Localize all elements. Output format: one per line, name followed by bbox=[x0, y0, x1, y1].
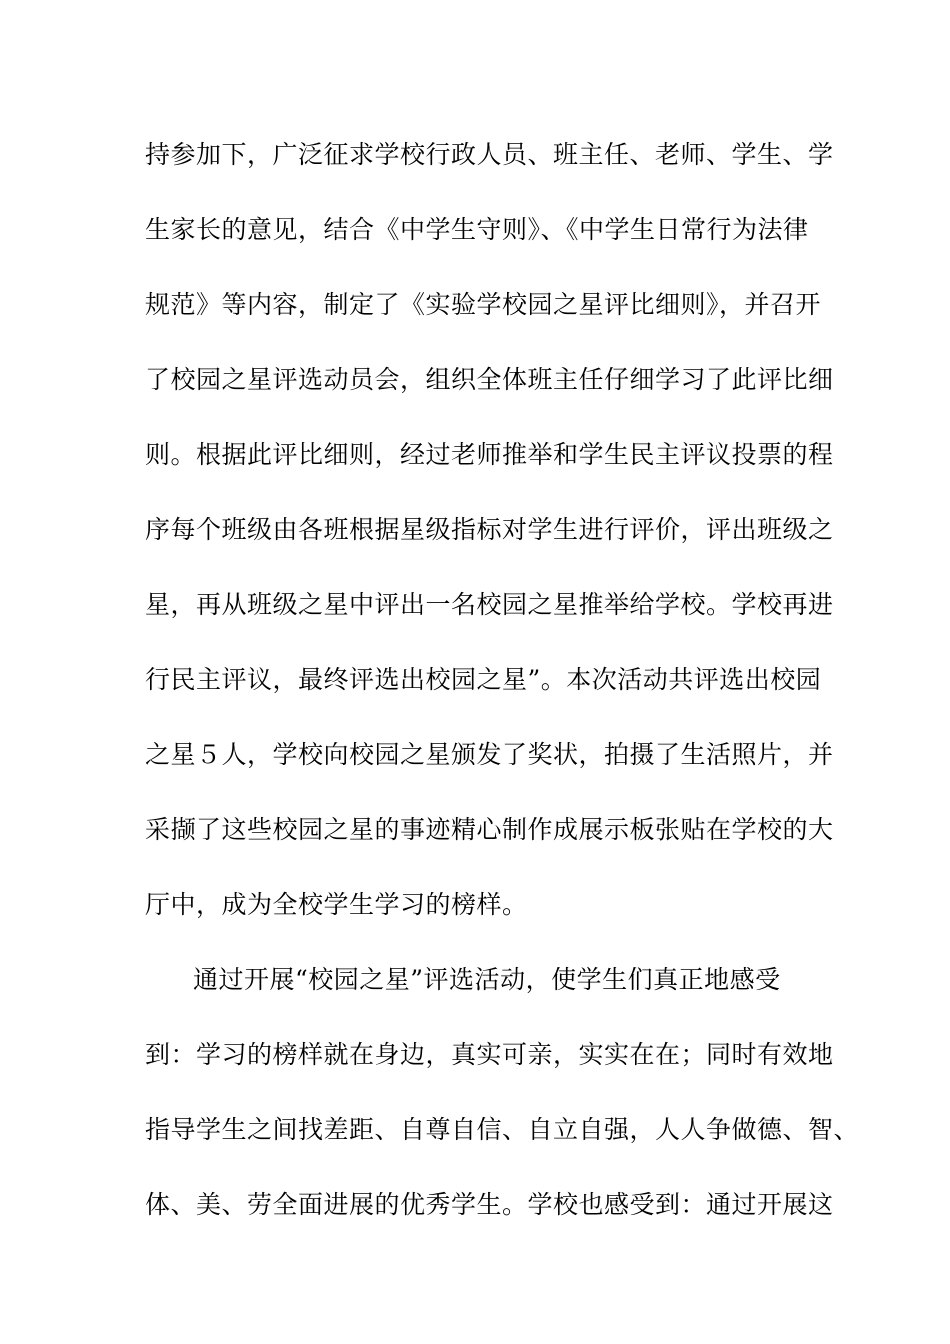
text-line: 规范》等内容，制定了《实验学校园之星评比细则》，并召开 bbox=[145, 290, 822, 319]
text-line: 了校园之星评选动员会，组织全体班主任仔细学习了此评比细 bbox=[145, 365, 834, 394]
text-line: 生家长的意见，结合《中学生守则》、《中学生日常行为法律 bbox=[145, 215, 809, 244]
text-line: 则。根据此评比细则，经过老师推举和学生民主评议投票的程 bbox=[145, 440, 834, 469]
text-line: 体、美、劳全面进展的优秀学生。学校也感受到：通过开展这 bbox=[145, 1190, 834, 1219]
text-line: 到：学习的榜样就在身边，真实可亲，实实在在；同时有效地 bbox=[145, 1040, 834, 1069]
text-line: 之星５人，学校向校园之星颁发了奖状，拍摄了生活照片，并 bbox=[145, 740, 834, 769]
text-line: 持参加下，广泛征求学校行政人员、班主任、老师、学生、学 bbox=[145, 140, 834, 169]
text-line: 序每个班级由各班根据星级指标对学生进行评价，评出班级之 bbox=[145, 515, 834, 544]
text-line: 星，再从班级之星中评出一名校园之星推举给学校。学校再进 bbox=[145, 590, 834, 619]
text-line: 厅中，成为全校学生学习的榜样。 bbox=[145, 890, 528, 919]
document-body bbox=[145, 127, 860, 1252]
text-line: 指导学生之间找差距、自尊自信、自立自强，人人争做德、智、 bbox=[145, 1115, 860, 1144]
paragraph-first-line: 通过开展“校园之星”评选活动，使学生们真正地感受 bbox=[193, 965, 781, 994]
text-line: 行民主评议，最终评选出校园之星”。本次活动共评选出校园 bbox=[145, 665, 822, 694]
text-line: 采撷了这些校园之星的事迹精心制作成展示板张贴在学校的大 bbox=[145, 815, 834, 844]
